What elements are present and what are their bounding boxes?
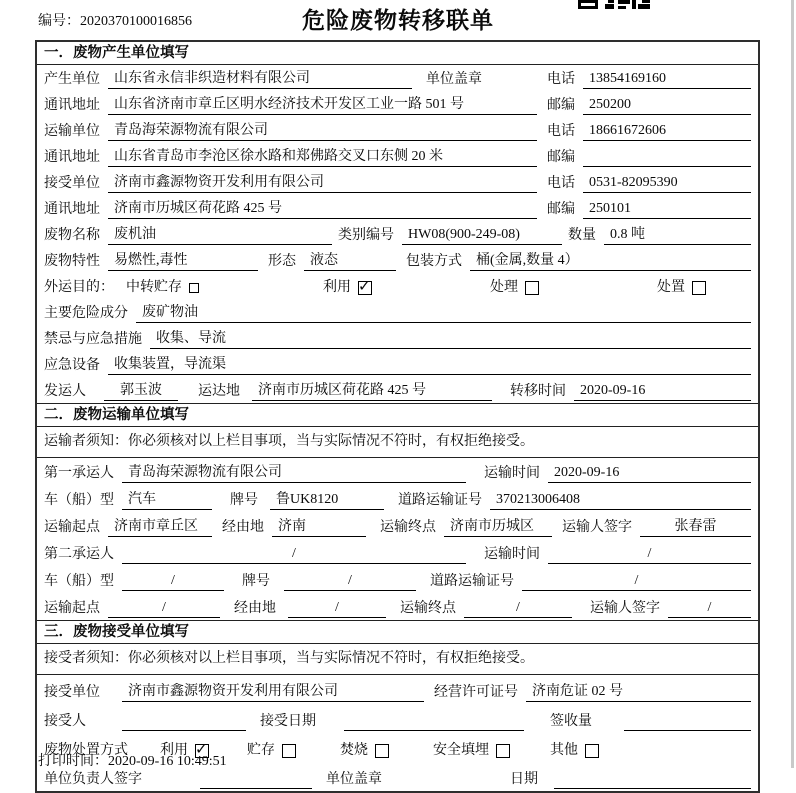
form-label: 形态 bbox=[268, 254, 296, 269]
via2-value: / bbox=[288, 599, 386, 618]
transfer-storage-checkbox bbox=[189, 283, 199, 293]
carrier1-label: 第一承运人 bbox=[44, 466, 114, 481]
receiver-address-row bbox=[37, 195, 758, 221]
qty-value: 0.8 吨 bbox=[604, 226, 751, 245]
dispose-checkbox bbox=[692, 281, 706, 295]
hazard-value: 废矿物油 bbox=[136, 304, 751, 323]
disposal-other-checkbox bbox=[585, 744, 599, 758]
disposal-option-incinerate-label: 焚烧 bbox=[340, 743, 368, 758]
receiver-row bbox=[37, 169, 758, 195]
disposal-option-store-label: 贮存 bbox=[247, 743, 275, 758]
purpose-option-dispose-label: 处置 bbox=[657, 280, 685, 295]
accept-date-value bbox=[344, 730, 524, 731]
purpose-label: 外运目的： bbox=[44, 280, 114, 295]
sign2-value: / bbox=[668, 599, 751, 618]
receiver-label: 接受单位 bbox=[44, 176, 100, 191]
addr3-value: 济南市历城区荷花路 425 号 bbox=[108, 200, 537, 219]
time1-label: 运输时间 bbox=[484, 466, 540, 481]
print-time-label: 打印时间： bbox=[38, 754, 108, 769]
zip3-value: 250101 bbox=[583, 200, 751, 219]
license-label: 经营许可证号 bbox=[434, 685, 518, 700]
document-title: 危险废物转移联单 bbox=[302, 7, 494, 33]
plate2-value: / bbox=[284, 572, 416, 591]
consignor-row bbox=[37, 377, 758, 403]
pack-value: 桶(金属,数量 4） bbox=[470, 252, 751, 271]
section1-header: 一．废物产生单位填写 bbox=[37, 42, 758, 65]
waste-name-value: 废机油 bbox=[108, 226, 332, 245]
via1-value: 济南 bbox=[272, 518, 366, 537]
carrier2-label: 第二承运人 bbox=[44, 547, 114, 562]
purpose-option-dispose bbox=[657, 279, 706, 297]
treat-checkbox bbox=[525, 281, 539, 295]
section2-header: 二．废物运输单位填写 bbox=[37, 403, 758, 427]
qty-label: 数量 bbox=[568, 228, 596, 243]
end1-label: 运输终点 bbox=[380, 520, 436, 535]
transporter-row bbox=[37, 117, 758, 143]
road1-label: 道路运输证号 bbox=[398, 493, 482, 508]
accept-date-label: 接受日期 bbox=[260, 714, 316, 729]
acceptor-row bbox=[37, 704, 758, 733]
date-value bbox=[554, 788, 751, 789]
unit-seal2-label: 单位盖章 bbox=[326, 772, 382, 787]
zip2-value bbox=[583, 166, 751, 167]
waste-name-row bbox=[37, 221, 758, 247]
document-header bbox=[0, 0, 796, 38]
resp-sign-label: 单位负责人签字 bbox=[44, 772, 142, 787]
trait-label: 废物特性 bbox=[44, 254, 100, 269]
addr2-label: 通讯地址 bbox=[44, 150, 100, 165]
transporter-notice: 运输者须知：你必须核对以上栏目事项，当与实际情况不符时，有权拒绝接受。 bbox=[37, 427, 758, 458]
time2-label: 运输时间 bbox=[484, 547, 540, 562]
zip3-label: 邮编 bbox=[547, 202, 575, 217]
hazard-row bbox=[37, 299, 758, 325]
carrier1-row bbox=[37, 458, 758, 485]
time2-value: / bbox=[548, 545, 751, 564]
purpose-option-treat-label: 处理 bbox=[490, 280, 518, 295]
sign1-value: 张春雷 bbox=[640, 518, 751, 537]
origin1-value: 济南市章丘区 bbox=[108, 518, 212, 537]
producer-value: 山东省永信非织造材料有限公司 bbox=[108, 70, 412, 89]
taboo-value: 收集、导流 bbox=[150, 330, 751, 349]
vehicle1-value: 汽车 bbox=[122, 491, 212, 510]
transporter-value: 青岛海荣源物流有限公司 bbox=[108, 122, 537, 141]
document-number-label: 编号： bbox=[38, 14, 80, 29]
acceptor-value bbox=[122, 730, 246, 731]
phone1-label: 电话 bbox=[547, 72, 575, 87]
purpose-option-transfer-storage-label: 中转贮存 bbox=[126, 280, 182, 295]
taboo-label: 禁忌与应急措施 bbox=[44, 332, 142, 347]
accept-unit-row bbox=[37, 675, 758, 704]
date-label: 日期 bbox=[510, 772, 538, 787]
phone1-value: 13854169160 bbox=[583, 70, 751, 89]
hazard-label: 主要危险成分 bbox=[44, 306, 128, 321]
print-time-value: 2020-09-16 10:49:51 bbox=[108, 754, 227, 769]
vehicle1-row bbox=[37, 485, 758, 512]
route1-row bbox=[37, 512, 758, 539]
zip2-label: 邮编 bbox=[547, 150, 575, 165]
trait-value: 易燃性,毒性 bbox=[108, 252, 258, 271]
purpose-option-transfer-storage bbox=[126, 279, 199, 297]
purpose-row bbox=[37, 273, 758, 299]
purpose-option-treat bbox=[490, 279, 539, 297]
road2-value: / bbox=[522, 572, 751, 591]
disposal-option-use-label: 利用 bbox=[160, 743, 188, 758]
disposal-option-incinerate bbox=[340, 742, 389, 760]
transfer-time-value: 2020-09-16 bbox=[574, 382, 751, 401]
accept-unit-label: 接受单位 bbox=[44, 685, 100, 700]
sign1-label: 运输人签字 bbox=[562, 520, 632, 535]
end1-value: 济南市历城区 bbox=[444, 518, 552, 537]
taboo-row bbox=[37, 325, 758, 351]
road2-label: 道路运输证号 bbox=[430, 574, 514, 589]
addr1-label: 通讯地址 bbox=[44, 98, 100, 113]
carrier2-row bbox=[37, 539, 758, 566]
category-value: HW08(900-249-08) bbox=[402, 226, 562, 245]
via1-label: 经由地 bbox=[222, 520, 264, 535]
category-label: 类别编号 bbox=[338, 228, 394, 243]
producer-address-row bbox=[37, 91, 758, 117]
emergency-equipment-row bbox=[37, 351, 758, 377]
license-value: 济南危证 02 号 bbox=[526, 683, 751, 702]
acceptor-label: 接受人 bbox=[44, 714, 86, 729]
document-number-value: 2020370100016856 bbox=[80, 14, 192, 29]
page-right-edge bbox=[791, 0, 794, 768]
disposal-landfill-checkbox bbox=[496, 744, 510, 758]
manifest-form bbox=[35, 40, 760, 793]
plate1-label: 牌号 bbox=[230, 493, 258, 508]
print-time bbox=[38, 750, 227, 770]
section3-header: 三．废物接受单位填写 bbox=[37, 620, 758, 644]
zip1-label: 邮编 bbox=[547, 98, 575, 113]
phone2-value: 18661672606 bbox=[583, 122, 751, 141]
end2-value: / bbox=[464, 599, 572, 618]
origin2-value: / bbox=[108, 599, 220, 618]
zip1-value: 250200 bbox=[583, 96, 751, 115]
origin2-label: 运输起点 bbox=[44, 601, 100, 616]
addr2-value: 山东省青岛市李沧区徐水路和郑佛路交叉口东侧 20 米 bbox=[108, 148, 537, 167]
disposal-incinerate-checkbox bbox=[375, 744, 389, 758]
vehicle2-value: / bbox=[122, 572, 224, 591]
waste-trait-row bbox=[37, 247, 758, 273]
carrier1-value: 青岛海荣源物流有限公司 bbox=[122, 464, 466, 483]
disposal-option-other bbox=[550, 742, 599, 760]
road1-value: 370213006408 bbox=[490, 491, 751, 510]
use-checkbox bbox=[358, 281, 372, 295]
disposal-option-other-label: 其他 bbox=[550, 743, 578, 758]
dest-label: 运达地 bbox=[198, 384, 240, 399]
producer-row bbox=[37, 65, 758, 91]
transporter-address-row bbox=[37, 143, 758, 169]
end2-label: 运输终点 bbox=[400, 601, 456, 616]
sign-qty-label: 签收量 bbox=[550, 714, 592, 729]
via2-label: 经由地 bbox=[234, 601, 276, 616]
transporter-label: 运输单位 bbox=[44, 124, 100, 139]
unit-seal-label: 单位盖章 bbox=[426, 72, 482, 87]
carrier2-value: / bbox=[122, 545, 466, 564]
equip-value: 收集装置，导流渠 bbox=[108, 356, 751, 375]
vehicle1-label: 车（船）型 bbox=[44, 493, 114, 508]
phone3-value: 0531-82095390 bbox=[583, 174, 751, 193]
producer-label: 产生单位 bbox=[44, 72, 100, 87]
addr3-label: 通讯地址 bbox=[44, 202, 100, 217]
phone2-label: 电话 bbox=[547, 124, 575, 139]
consignor-label: 发运人 bbox=[44, 384, 86, 399]
vehicle2-label: 车（船）型 bbox=[44, 574, 114, 589]
disposal-label: 废物处置方式 bbox=[44, 743, 128, 758]
time1-value: 2020-09-16 bbox=[548, 464, 751, 483]
consignor-value: 郭玉波 bbox=[104, 382, 178, 401]
equip-label: 应急设备 bbox=[44, 358, 100, 373]
accept-unit-value: 济南市鑫源物资开发利用有限公司 bbox=[122, 683, 424, 702]
sign2-label: 运输人签字 bbox=[590, 601, 660, 616]
purpose-option-use-label: 利用 bbox=[323, 280, 351, 295]
disposal-option-landfill-label: 安全填埋 bbox=[433, 743, 489, 758]
dest-value: 济南市历城区荷花路 425 号 bbox=[252, 382, 492, 401]
vehicle2-row bbox=[37, 566, 758, 593]
form-value: 液态 bbox=[304, 252, 396, 271]
purpose-option-use bbox=[323, 279, 372, 297]
plate1-value: 鲁UK8120 bbox=[270, 491, 384, 510]
waste-name-label: 废物名称 bbox=[44, 228, 100, 243]
disposal-option-landfill bbox=[433, 742, 510, 760]
receiver-value: 济南市鑫源物资开发利用有限公司 bbox=[108, 174, 537, 193]
disposal-option-store bbox=[247, 742, 296, 760]
pack-label: 包装方式 bbox=[406, 254, 462, 269]
disposal-store-checkbox bbox=[282, 744, 296, 758]
phone3-label: 电话 bbox=[547, 176, 575, 191]
plate2-label: 牌号 bbox=[242, 574, 270, 589]
resp-sign-value bbox=[200, 788, 312, 789]
receiver-notice: 接受者须知：你必须核对以上栏目事项，当与实际情况不符时，有权拒绝接受。 bbox=[37, 644, 758, 675]
origin1-label: 运输起点 bbox=[44, 520, 100, 535]
sign-qty-value bbox=[624, 730, 751, 731]
addr1-value: 山东省济南市章丘区明水经济技术开发区工业一路 501 号 bbox=[108, 96, 537, 115]
transfer-time-label: 转移时间 bbox=[510, 384, 566, 399]
route2-row bbox=[37, 593, 758, 620]
